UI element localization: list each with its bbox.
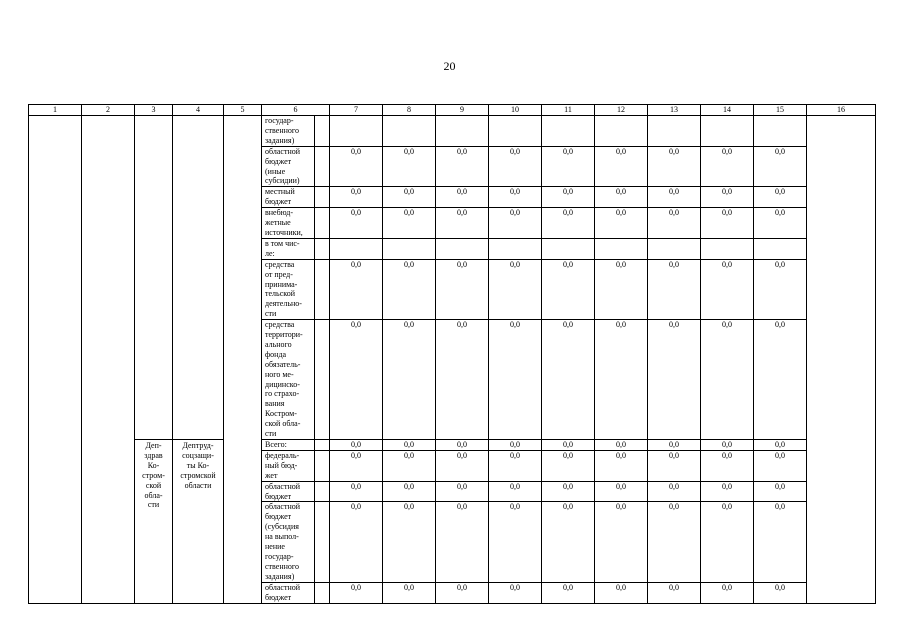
funding-source-label [262,208,315,239]
value-cell [595,116,648,147]
column-header: 16 [807,105,876,116]
column-header: 2 [82,105,135,116]
value-cell: 0,0 [595,450,648,481]
value-cell: 0,0 [754,146,807,187]
funding-source-line: местный [265,187,295,197]
funding-source-line: сти [265,429,277,439]
funding-source-line: ный бюд- [265,460,298,470]
funding-source-line: фонда [265,349,287,359]
col-2-cell [82,116,135,604]
value-cell: 0,0 [754,320,807,440]
value-cell: 0,0 [542,208,595,239]
funding-source-line: источники, [265,227,303,237]
value-cell: 0,0 [489,502,542,582]
spacer-cell [315,238,330,259]
funding-source-line: бюджет [265,197,292,207]
value-cell: 0,0 [542,259,595,319]
funding-source-line: жетные [265,218,291,228]
value-cell: 0,0 [595,481,648,502]
department-line: области [184,480,212,490]
value-cell: 0,0 [648,320,701,440]
funding-source-line: тельской [265,289,295,299]
column-header: 1 [29,105,82,116]
value-cell [701,116,754,147]
funding-source-line: бюджет [265,592,292,602]
funding-source-label [262,187,315,208]
value-cell: 0,0 [383,146,436,187]
value-cell: 0,0 [595,146,648,187]
spacer-cell [315,116,330,147]
value-cell [489,116,542,147]
value-cell: 0,0 [595,187,648,208]
value-cell [542,116,595,147]
value-cell: 0,0 [648,208,701,239]
funding-source-line: обязатель- [265,359,301,369]
department-line: соцзащи- [182,450,214,460]
value-cell: 0,0 [701,440,754,451]
value-cell: 0,0 [383,187,436,208]
funding-source-label [262,582,315,603]
value-cell: 0,0 [330,440,383,451]
funding-source-line: государ- [265,116,294,125]
table-row [29,440,876,451]
funding-source-line: средства [265,320,295,330]
funding-source-line: ственного [265,125,299,135]
department-line: стромской [180,470,216,480]
value-cell: 0,0 [330,146,383,187]
funding-source-line: государ- [265,551,294,561]
funding-source-line: Костром- [265,409,297,419]
value-cell: 0,0 [383,502,436,582]
value-cell [701,238,754,259]
col-16-cell [807,116,876,604]
funding-source-line: внебюд- [265,208,293,218]
header-row [29,105,876,116]
department-line: стром- [142,470,165,480]
value-cell: 0,0 [595,582,648,603]
column-header: 9 [436,105,489,116]
spacer-cell [315,187,330,208]
funding-source-line: ального [265,339,292,349]
value-cell: 0,0 [595,208,648,239]
funding-source-label [262,440,315,451]
value-cell [648,238,701,259]
value-cell: 0,0 [701,208,754,239]
column-header: 4 [173,105,224,116]
funding-source-line: бюджет [265,491,292,501]
funding-source-line: го страхо- [265,389,300,399]
funding-source-line: бюджет [265,156,292,166]
value-cell: 0,0 [754,502,807,582]
value-cell: 0,0 [701,146,754,187]
funding-source-label [262,502,315,582]
funding-source-label [262,238,315,259]
spacer-cell [315,259,330,319]
value-cell: 0,0 [436,582,489,603]
value-cell: 0,0 [754,208,807,239]
department-line: ты Ко- [186,460,210,470]
value-cell [542,238,595,259]
value-cell: 0,0 [542,582,595,603]
column-header: 13 [648,105,701,116]
funding-source-label [262,116,315,147]
value-cell: 0,0 [754,582,807,603]
value-cell: 0,0 [542,481,595,502]
responsible-department-col3 [135,440,173,604]
value-cell: 0,0 [595,320,648,440]
department-line: обла- [144,490,163,500]
value-cell: 0,0 [489,259,542,319]
value-cell: 0,0 [436,320,489,440]
spacer-cell [315,146,330,187]
spacer-cell [315,582,330,603]
value-cell: 0,0 [330,320,383,440]
value-cell: 0,0 [330,502,383,582]
value-cell: 0,0 [701,320,754,440]
value-cell: 0,0 [383,440,436,451]
value-cell [330,238,383,259]
column-header: 5 [224,105,262,116]
value-cell: 0,0 [648,259,701,319]
value-cell: 0,0 [542,187,595,208]
value-cell: 0,0 [595,259,648,319]
funding-source-line: жет [265,470,278,480]
value-cell: 0,0 [330,187,383,208]
spacer-cell [315,320,330,440]
value-cell: 0,0 [595,502,648,582]
value-cell: 0,0 [436,481,489,502]
value-cell: 0,0 [701,481,754,502]
col-1-cell [29,116,82,604]
value-cell: 0,0 [542,502,595,582]
value-cell: 0,0 [489,582,542,603]
column-header: 15 [754,105,807,116]
funding-source-line: федераль- [265,450,300,460]
value-cell: 0,0 [542,146,595,187]
funding-source-label [262,259,315,319]
funding-source-line: ской обла- [265,419,301,429]
funding-source-line: средства [265,259,295,269]
col-4-cell [173,116,224,440]
funding-source-line: вания [265,399,285,409]
funding-source-line: (иные [265,166,286,176]
funding-source-line: дицинско- [265,379,300,389]
funding-source-label [262,481,315,502]
value-cell: 0,0 [489,440,542,451]
value-cell: 0,0 [701,502,754,582]
value-cell: 0,0 [383,320,436,440]
value-cell: 0,0 [383,481,436,502]
funding-source-line: в том чис- [265,238,300,248]
value-cell: 0,0 [542,440,595,451]
funding-source-line: субсидии) [265,176,300,186]
funding-source-label [262,320,315,440]
value-cell: 0,0 [648,450,701,481]
value-cell [595,238,648,259]
value-cell: 0,0 [489,146,542,187]
budget-table [28,104,876,604]
funding-source-line: ного ме- [265,369,294,379]
col-3-cell [135,116,173,440]
value-cell: 0,0 [701,259,754,319]
value-cell: 0,0 [542,450,595,481]
col-5-cell [224,116,262,604]
department-line: сти [147,500,160,510]
spacer-cell [315,502,330,582]
department-line: здрав [144,450,163,460]
funding-source-line: сти [265,309,277,319]
value-cell: 0,0 [595,440,648,451]
value-cell [383,238,436,259]
value-cell: 0,0 [436,502,489,582]
funding-source-line: деятельно- [265,299,302,309]
column-header: 14 [701,105,754,116]
value-cell [436,116,489,147]
value-cell: 0,0 [436,259,489,319]
spacer-cell [315,450,330,481]
value-cell: 0,0 [754,450,807,481]
column-header: 10 [489,105,542,116]
funding-source-label [262,146,315,187]
department-line: ской [145,480,162,490]
column-header: 3 [135,105,173,116]
value-cell: 0,0 [330,481,383,502]
funding-source-line: от пред- [265,269,293,279]
page-number: 20 [443,59,456,73]
value-cell: 0,0 [383,450,436,481]
funding-source-line: областной [265,481,301,491]
value-cell: 0,0 [330,450,383,481]
value-cell [436,238,489,259]
spacer-cell [315,440,330,451]
value-cell [383,116,436,147]
value-cell [330,116,383,147]
value-cell: 0,0 [436,146,489,187]
value-cell: 0,0 [701,187,754,208]
value-cell [648,116,701,147]
value-cell: 0,0 [489,481,542,502]
column-header: 8 [383,105,436,116]
value-cell: 0,0 [383,208,436,239]
value-cell: 0,0 [648,187,701,208]
value-cell: 0,0 [648,582,701,603]
value-cell: 0,0 [330,208,383,239]
department-line: Дептруд- [182,441,214,450]
funding-source-label [262,450,315,481]
funding-source-line: территори- [265,330,303,340]
funding-source-line: нение [265,542,285,552]
funding-source-line: задания) [265,571,295,581]
value-cell: 0,0 [648,440,701,451]
funding-source-line: (субсидия [265,522,299,532]
value-cell: 0,0 [754,481,807,502]
funding-source-line: Всего: [265,440,287,449]
coexecutor-department-col4 [173,440,224,604]
funding-source-line: ле: [265,248,275,258]
value-cell: 0,0 [330,259,383,319]
value-cell: 0,0 [542,320,595,440]
value-cell: 0,0 [648,502,701,582]
value-cell [754,238,807,259]
spacer-cell [315,208,330,239]
value-cell: 0,0 [489,187,542,208]
value-cell [754,116,807,147]
value-cell: 0,0 [701,450,754,481]
funding-source-line: областной [265,502,301,512]
funding-source-line: задания) [265,135,295,145]
column-header: 11 [542,105,595,116]
department-line: Деп- [145,441,162,450]
value-cell: 0,0 [754,187,807,208]
value-cell: 0,0 [648,146,701,187]
funding-source-line: ственного [265,561,299,571]
value-cell [489,238,542,259]
value-cell: 0,0 [436,187,489,208]
column-header: 6 [262,105,330,116]
value-cell: 0,0 [754,440,807,451]
value-cell: 0,0 [383,259,436,319]
value-cell: 0,0 [489,208,542,239]
value-cell: 0,0 [701,582,754,603]
value-cell: 0,0 [383,582,436,603]
funding-source-line: областной [265,146,301,156]
value-cell: 0,0 [330,582,383,603]
funding-source-line: принима- [265,279,298,289]
funding-source-line: на выпол- [265,532,299,542]
value-cell: 0,0 [754,259,807,319]
table-row [29,116,876,147]
value-cell: 0,0 [436,450,489,481]
funding-source-line: бюджет [265,512,292,522]
value-cell: 0,0 [436,208,489,239]
funding-source-line: областной [265,582,301,592]
value-cell: 0,0 [489,320,542,440]
value-cell: 0,0 [489,450,542,481]
column-header: 7 [330,105,383,116]
value-cell: 0,0 [648,481,701,502]
spacer-cell [315,481,330,502]
value-cell: 0,0 [436,440,489,451]
department-line: Ко- [147,460,160,470]
column-header: 12 [595,105,648,116]
